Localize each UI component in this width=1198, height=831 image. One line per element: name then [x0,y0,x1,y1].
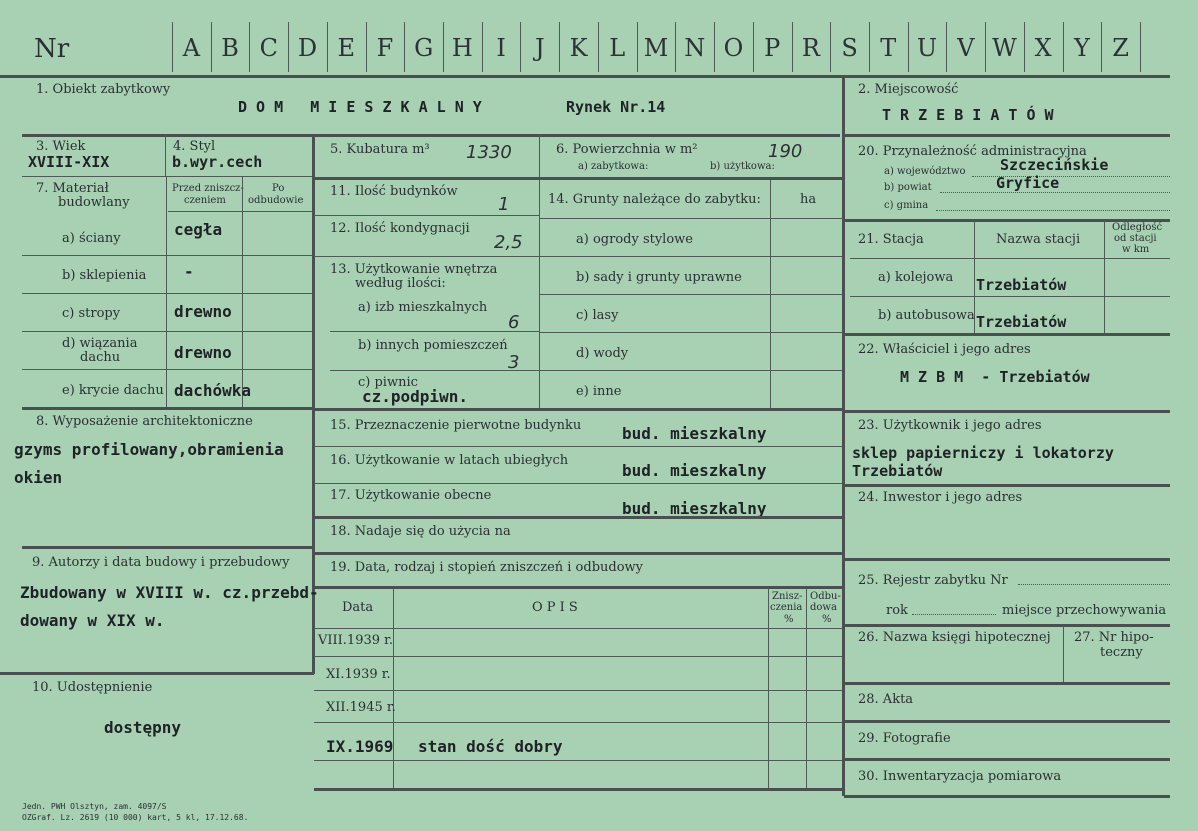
letter-separator [637,22,638,72]
field-7-col-before-1: Przed zniszcz- [172,183,244,194]
letter-index-g: G [414,34,434,62]
letter-separator [327,22,328,72]
field-9-value-1: Zbudowany w XVIII w. cz.przebd- [20,583,319,602]
field-7b-label: b) sklepienia [62,268,147,283]
field-21a-label: a) kolejowa [878,270,954,285]
field-2-value: T R Z E B I A T Ó W [882,106,1054,124]
rule [844,682,1170,685]
field-7e-label: e) krycie dachu [62,383,164,398]
field-20c-label: c) gmina [884,200,929,211]
letter-index-t: T [880,34,897,62]
rule [314,408,842,411]
letter-separator [792,22,793,72]
field-16-label: 16. Użytkowanie w latach ubiegłych [330,453,569,468]
rule [540,218,842,219]
letter-index-r: R [801,34,820,62]
letter-separator [985,22,986,72]
field-10-value: dostępny [104,718,182,737]
field-15-label: 15. Przeznaczenie pierwotne budynku [330,418,582,433]
rule [1018,584,1170,585]
rule [314,690,842,691]
rule [330,331,540,332]
rule [936,210,1170,211]
letter-index-k: K [569,34,588,62]
rule [844,795,1170,798]
letter-index-j: J [535,34,545,62]
letter-separator [598,22,599,72]
field-26-label: 26. Nazwa księgi hipotecznej [858,630,1051,645]
letter-index-x: X [1034,34,1052,62]
field-3-value: XVIII-XIX [28,153,110,171]
field-6-value: 190 [768,141,803,162]
rule [940,192,1170,193]
field-2-label: 2. Miejscowość [858,82,959,97]
letter-index-w: W [992,34,1017,62]
letter-separator [869,22,870,72]
field-14d-label: d) wody [576,346,629,361]
field-7-label-1: 7. Materiał [36,181,109,196]
field-8-label: 8. Wyposażenie architektoniczne [36,414,253,429]
letter-index-h: H [451,34,473,62]
rule [22,369,312,370]
field-14c-label: c) lasy [576,308,619,323]
field-19-col-rebuild-2: dowa [810,602,837,613]
letter-index-z: Z [1112,34,1129,62]
rule [844,758,1170,761]
rule [22,176,312,177]
rule [844,333,1170,336]
rule [844,410,1170,413]
letter-index-m: M [643,34,669,62]
field-7c-label: c) stropy [62,306,121,321]
field-11-value: 1 [498,194,510,215]
header-divider [172,22,173,72]
letter-index-f: F [376,34,394,62]
rule [844,484,1170,487]
field-12-value: 2,5 [494,232,523,253]
field-21b-value: Trzebiatów [976,313,1067,331]
field-7a-value: cegła [174,220,223,239]
letter-separator [1140,22,1141,72]
field-19-col-damage-1: Znisz- [772,591,803,602]
field-13b-value: 3 [508,352,520,373]
field-19-col-damage-3: % [784,614,794,625]
rule [314,256,540,257]
field-15-value: bud. mieszkalny [622,424,767,443]
rule [314,788,842,791]
field-19-entry-desc: stan dość dobry [418,737,563,756]
field-9-label: 9. Autorzy i data budowy i przebudowy [32,555,290,570]
field-20a-label: a) województwo [884,166,966,177]
header-rule [0,75,1170,78]
field-10-label: 10. Udostępnienie [32,680,153,695]
rule [1104,221,1105,333]
rule [314,656,842,657]
field-13b-label: b) innych pomieszczeń [358,338,508,353]
rule [22,331,312,332]
field-7-label-2: budowlany [58,195,130,210]
field-7a-label: a) ściany [62,231,121,246]
field-14b-label: b) sady i grunty uprawne [576,270,742,285]
rule [22,546,314,549]
field-7-col-after-2: odbudowie [248,195,304,206]
letter-index-y: Y [1073,34,1090,62]
field-12-label: 12. Ilość kondygnacji [330,221,470,236]
field-8-value-1: gzyms profilowany,obramienia [14,440,284,459]
field-25-rok: rok [886,603,908,618]
rule [314,722,842,723]
letter-separator [211,22,212,72]
nr-label: Nr [34,34,70,64]
letter-index-e: E [337,34,355,62]
field-5-value: 1330 [466,142,512,163]
letter-separator [366,22,367,72]
letter-separator [249,22,250,72]
rule [539,134,540,408]
field-7-col-before-2: czeniem [184,195,226,206]
rule [168,211,312,212]
letter-separator [520,22,521,72]
rule [540,332,842,333]
letter-index-a: A [182,34,201,62]
letter-index-v: V [957,34,975,62]
field-25-place: miejsce przechowywania [1002,603,1167,618]
field-7d-label-2: dachu [80,350,121,365]
rule [844,624,1170,627]
field-21b-label: b) autobusowa [878,308,975,323]
field-28-label: 28. Akta [858,692,914,707]
letter-index-b: B [221,34,239,62]
rule [393,588,394,788]
field-6-sub-a: a) zabytkowa: [578,161,649,172]
field-29-label: 29. Fotografie [858,731,951,746]
letter-separator [1024,22,1025,72]
letter-separator [830,22,831,72]
field-23-value-2: Trzebiatów [852,462,943,480]
rule [844,134,1170,137]
rule [330,370,540,371]
rule [22,255,312,256]
rule [166,176,167,408]
letter-separator [1063,22,1064,72]
letter-index-n: N [684,34,706,62]
field-14-label: 14. Grunty należące do zabytku: [548,192,761,207]
rule [22,407,314,410]
rule [844,720,1170,723]
field-20b-value: Gryfice [996,174,1060,192]
rule [540,370,842,371]
field-14-unit: ha [800,192,817,207]
rule [0,672,314,675]
rule [314,552,842,555]
letter-separator [443,22,444,72]
letter-separator [288,22,289,72]
field-19-entry-date: IX.1969 [326,737,394,756]
letter-separator [753,22,754,72]
rule [314,177,842,180]
letter-index-l: L [609,34,626,62]
field-14e-label: e) inne [576,384,622,399]
print-imprint-2: OZGraf. Lz. 2619 (10 000) kart, 5 kl, 17.12.68. [22,813,249,822]
field-19-col-damage-2: czenia [770,602,803,613]
field-16-value: bud. mieszkalny [622,461,767,480]
field-21-col-dist-2: od stacji [1114,233,1157,244]
rule [314,215,540,216]
field-18-label: 18. Nadaje się do użycia na [330,524,511,539]
rule [1063,626,1064,682]
rule [540,294,842,295]
letter-separator [404,22,405,72]
field-30-label: 30. Inwentaryzacja pomiarowa [858,769,1062,784]
field-21a-value: Trzebiatów [976,276,1067,294]
field-4-label: 4. Styl [173,139,216,154]
rule [844,558,1170,561]
field-13c-label: c) piwnic [358,375,418,390]
rule [806,588,807,788]
rule [22,134,840,137]
field-7c-value: drewno [174,302,232,321]
rule [314,628,842,629]
field-6-label: 6. Powierzchnia w m² [556,142,698,157]
field-13a-value: 6 [508,312,520,333]
field-19-col-rebuild-1: Odbu- [810,591,841,602]
field-17-label: 17. Użytkowanie obecne [330,488,492,503]
field-8-value-2: okien [14,468,63,487]
field-25-label: 25. Rejestr zabytku Nr [858,573,1008,588]
rule [314,446,842,447]
rule [165,134,166,176]
letter-separator [908,22,909,72]
letter-separator [482,22,483,72]
field-19-date-1: VIII.1939 r. [318,633,394,648]
letter-separator [559,22,560,72]
field-19-col-date: Data [342,600,374,615]
rule [314,483,842,484]
letter-index-i: I [496,34,506,62]
field-21-col-dist-1: Odległość [1112,222,1163,233]
field-9-value-2: dowany w XIX w. [20,611,165,630]
field-14a-label: a) ogrody stylowe [576,232,693,247]
field-21-col-dist-3: w km [1122,244,1150,255]
letter-index-u: U [916,34,938,62]
field-17-value: bud. mieszkalny [622,499,767,518]
field-19-label: 19. Data, rodzaj i stopień zniszczeń i odbudowy [330,560,644,575]
field-5-label: 5. Kubatura m³ [330,142,430,157]
field-13-label-2: według ilości: [355,276,446,291]
field-19-col-desc: O P I S [532,600,578,615]
rule [540,256,842,257]
field-19-date-2: XI.1939 r. [326,667,391,682]
field-23-label: 23. Użytkownik i jego adres [858,418,1042,433]
rule [314,760,842,761]
field-3-label: 3. Wiek [36,139,86,154]
letter-index-o: O [723,34,744,62]
letter-index-d: D [297,34,318,62]
rule [314,516,842,519]
field-11-label: 11. Ilość budynków [330,184,458,199]
field-13a-label: a) izb mieszkalnych [358,300,488,315]
field-21-col-name: Nazwa stacji [996,232,1081,247]
field-23-value-1: sklep papierniczy i lokatorzy [852,444,1114,462]
field-7d-value: drewno [174,343,232,362]
field-4-value: b.wyr.cech [172,153,263,171]
letter-index-c: C [259,34,278,62]
field-1-value-a: D O M M I E S Z K A L N Y [238,98,482,116]
field-21-label: 21. Stacja [858,232,924,247]
rule [842,76,845,796]
letter-index-p: P [764,34,781,62]
rule [22,293,312,294]
rule [912,614,996,615]
letter-separator [675,22,676,72]
field-13c-value: cz.podpiwn. [362,387,468,406]
field-13-label-1: 13. Użytkowanie wnętrza [330,262,498,277]
letter-separator [714,22,715,72]
field-24-label: 24. Inwestor i jego adres [858,490,1023,505]
field-20-label: 20. Przynależność administracyjna [858,144,1087,159]
field-19-date-3: XII.1945 r. [326,700,396,715]
letter-index-s: S [841,34,858,62]
rule [768,588,769,788]
field-7d-label-1: d) wiązania [62,336,138,351]
field-27-label-1: 27. Nr hipo- [1074,630,1154,645]
field-1-label: 1. Obiekt zabytkowy [36,82,171,97]
field-20a-value: Szczecińskie [1000,156,1109,174]
field-7e-value: dachówka [174,381,252,400]
field-1-value-b: Rynek Nr.14 [566,98,666,116]
field-6-sub-b: b) użytkowa: [710,161,775,172]
print-imprint-1: Jedn. PWH Olsztyn, zam. 4097/S [22,802,167,811]
field-7b-value: - [184,262,194,281]
field-7-col-after-1: Po [272,183,285,194]
field-22-label: 22. Właściciel i jego adres [858,342,1031,357]
field-19-col-rebuild-3: % [822,614,832,625]
letter-separator [946,22,947,72]
field-20b-label: b) powiat [884,182,932,193]
rule [850,258,1170,259]
field-27-label-2: teczny [1100,645,1143,660]
rule [850,296,1170,297]
letter-separator [1101,22,1102,72]
field-22-value: M Z B M - Trzebiatów [900,368,1090,386]
